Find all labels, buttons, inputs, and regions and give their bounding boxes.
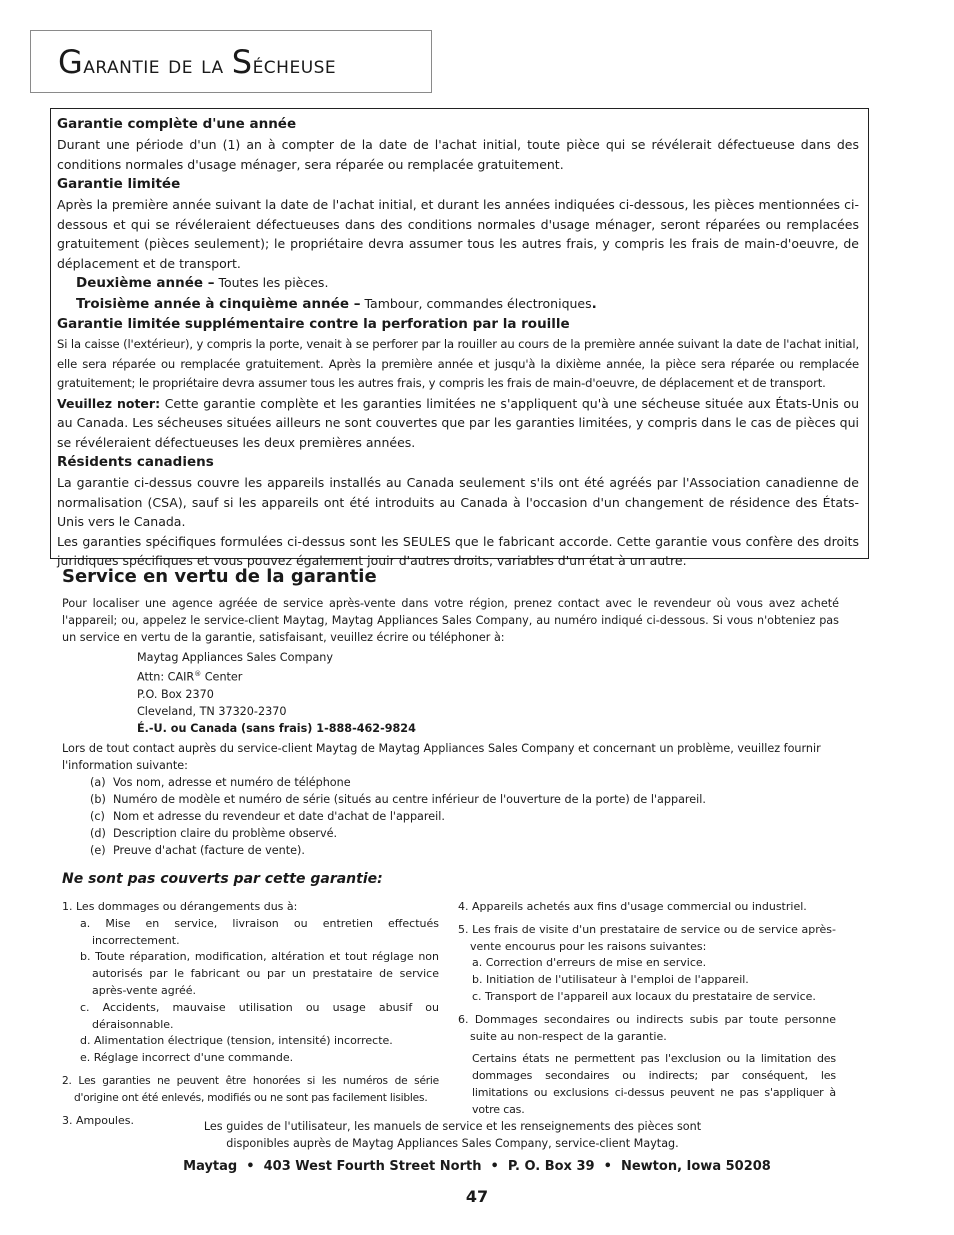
canada-heading: Résidents canadiens <box>57 454 214 470</box>
year-two-label: Deuxième année – <box>76 275 215 291</box>
not-covered-item-6-note: Certains états ne permettent pas l'exclusion ou la limitation des dommages secondaires ou indirects; par conséquent, les limitations ou exclusions ci-dessus peuvent ne pas s'appliquer à votre cas. <box>472 1052 836 1116</box>
note-label: Veuillez noter: <box>57 395 161 411</box>
service-heading: Service en vertu de la garantie <box>62 566 377 587</box>
list-item: d. Alimentation électrique (tension, intensité) incorrecte. <box>80 1034 393 1048</box>
full-warranty-heading: Garantie complète d'une année <box>57 116 297 132</box>
address-company: Maytag Appliances Sales Company <box>137 651 334 664</box>
guides-text: Les guides de l'utilisateur, les manuels de service et les renseignements des pièces sont disponibles auprès de Maytag Appliances Sales Company, service-client Maytag. <box>203 1120 702 1150</box>
address-attn: Attn: CAIR® Center <box>137 670 243 684</box>
address-po-box: P.O. Box 2370 <box>137 687 214 701</box>
page-number: 47 <box>465 1187 489 1206</box>
not-covered-right-column <box>458 899 836 1119</box>
limited-warranty-text: Après la première année suivant la date de l'achat initial, et durant les années indiquées ci-dessous, les pièces mentionnées ci-dessous et qui se révéleraient défectueuses dans des conditions normales d'usage ménager, seront réparées ou remplacées gratuitement (pièces seulement); le propriétaire devra assumer tous les autres frais, y compris les frais de main-d'oeuvre, de déplacement et de transport. <box>57 197 859 271</box>
rust-warranty-heading: Garantie limitée supplémentaire contre la perforation par la rouille <box>57 316 570 332</box>
address-phone: É.-U. ou Canada (sans frais) 1-888-462-9824 <box>137 721 416 735</box>
year-three-five-line: Troisième année à cinquième année – Tambour, commandes électroniques. <box>76 295 597 312</box>
year-two-text: Toutes les pièces. <box>214 275 329 290</box>
page-title <box>30 30 432 93</box>
list-item: (e) Preuve d'achat (facture de vente). <box>90 844 305 857</box>
contact-intro: Lors de tout contact auprès du service-client Maytag de Maytag Appliances Sales Company et concernant un problème, veuillez fournir l'information suivante: <box>62 742 821 772</box>
list-item: (d) Description claire du problème observé. <box>90 827 338 840</box>
contact-info-list <box>90 774 706 859</box>
service-address <box>137 649 416 737</box>
not-covered-item-6: 6. Dommages secondaires ou indirects subis par toute personne suite au non-respect de la garantie. <box>458 1012 836 1043</box>
list-item: a. Correction d'erreurs de mise en service. <box>472 956 707 970</box>
title-part-1: arantie de la <box>83 51 232 79</box>
list-item: (b) Numéro de modèle et numéro de série (situés au centre inférieur de l'ouverture de la porte) de l'appareil. <box>90 793 706 806</box>
list-item: c. Transport de l'appareil aux locaux du prestataire de service. <box>472 989 816 1003</box>
note-paragraph <box>57 394 859 453</box>
not-covered-item-5: 5. Les frais de visite d'un prestataire de service ou de service après-vente encourus pour les raisons suivantes: <box>458 922 836 953</box>
not-covered-left-column <box>62 899 439 1129</box>
warranty-box <box>50 108 869 568</box>
limited-warranty-heading: Garantie limitée <box>57 176 181 192</box>
not-covered-item-4: 4. Appareils achetés aux fins d'usage commercial ou industriel. <box>458 900 807 913</box>
service-intro: Pour localiser une agence agréée de service après-vente dans votre région, prenez contact avec le revendeur où vous avez acheté l'appareil; ou, appelez le service-client Maytag, Maytag Appliances Sales Company, au numéro indiqué ci-dessous. Si vous n'obteniez pas un service en vertu de la garantie, satisfaisant, veuillez écrire ou téléphoner à: <box>62 597 839 644</box>
note-text: Cette garantie complète et les garanties limitées ne s'appliquent qu'à une sécheuse située aux États-Unis ou au Canada. Les sécheuses situées ailleurs ne sont couvertes que par les garanties limitées, y compris dans le cas de pièces qui se révéleraient défectueuses les deux premières années. <box>57 395 859 450</box>
list-item: a. Mise en service, livraison ou entretien effectués incorrectement. <box>80 916 439 947</box>
canada-text: La garantie ci-dessus couvre les appareils installés au Canada seulement s'ils ont été agréés par l'Association canadienne de normalisation (CSA), sauf si les appareils ont été introduits au Canada à l'occasion d'un changement de résidence des États-Unis vers le Canada. <box>57 475 859 529</box>
list-item: e. Réglage incorrect d'une commande. <box>80 1051 294 1065</box>
title-initial-1: G <box>58 43 84 81</box>
title-part-2: écheuse <box>252 51 337 79</box>
year-two-line <box>76 273 859 294</box>
year-three-five-text: Tambour, commandes électroniques <box>360 295 592 311</box>
rust-warranty-text: Si la caisse (l'extérieur), y compris la porte, venait à se perforer par la rouiller au cours de la première année suivant la date de l'achat initial, elle sera réparée ou remplacée gratuitement. Après la première année et jusqu'à la dixième année, la pièce sera réparée ou remplacée gratuitement; le propriétaire devra assumer tous les autres frais, y compris les frais de main-d'oeuvre, de déplacement et de transport. <box>57 337 859 390</box>
not-covered-item-2: 2. Les garanties ne peuvent être honorées si les numéros de série d'origine ont été enlevés, modifiés ou ne sont pas facilement lisibles. <box>62 1074 439 1104</box>
list-item: b. Initiation de l'utilisateur à l'emploi de l'appareil. <box>472 973 749 987</box>
full-warranty-text: Durant une période d'un (1) an à compter de la date de l'achat initial, toute pièce qui se révélerait défectueuse dans des conditions normales d'usage ménager, sera réparée ou remplacée gratuitement. <box>57 137 859 172</box>
not-covered-item-1: 1. Les dommages ou dérangements dus à: <box>62 900 298 913</box>
list-item: c. Accidents, mauvaise utilisation ou usage abusif ou déraisonnable. <box>80 1000 439 1031</box>
not-covered-heading: Ne sont pas couverts par cette garantie: <box>62 871 383 887</box>
list-item: (c) Nom et adresse du revendeur et date d'achat de l'appareil. <box>90 810 445 823</box>
not-covered-item-3: 3. Ampoules. <box>62 1113 134 1127</box>
year-three-five-label: Troisième année à cinquième année – <box>76 295 361 312</box>
list-item: (a) Vos nom, adresse et numéro de téléphone <box>90 776 351 789</box>
footer-address: Maytag • 403 West Fourth Street North • P. O. Box 39 • Newton, Iowa 50208 <box>183 1159 771 1174</box>
closing-text: Les garanties spécifiques formulées ci-dessus sont les SEULES que le fabricant accorde. Cette garantie vous confère des droits juridiques spécifiques et vous pouvez également jouir d'autres droits, variables d'un état à un autre. <box>57 533 859 568</box>
title-initial-2: S <box>231 43 253 81</box>
list-item: b. Toute réparation, modification, altération et tout réglage non autorisés par le fabricant ou par un prestataire de service après-vente agréé. <box>80 950 439 997</box>
address-city: Cleveland, TN 37320-2370 <box>137 704 287 718</box>
